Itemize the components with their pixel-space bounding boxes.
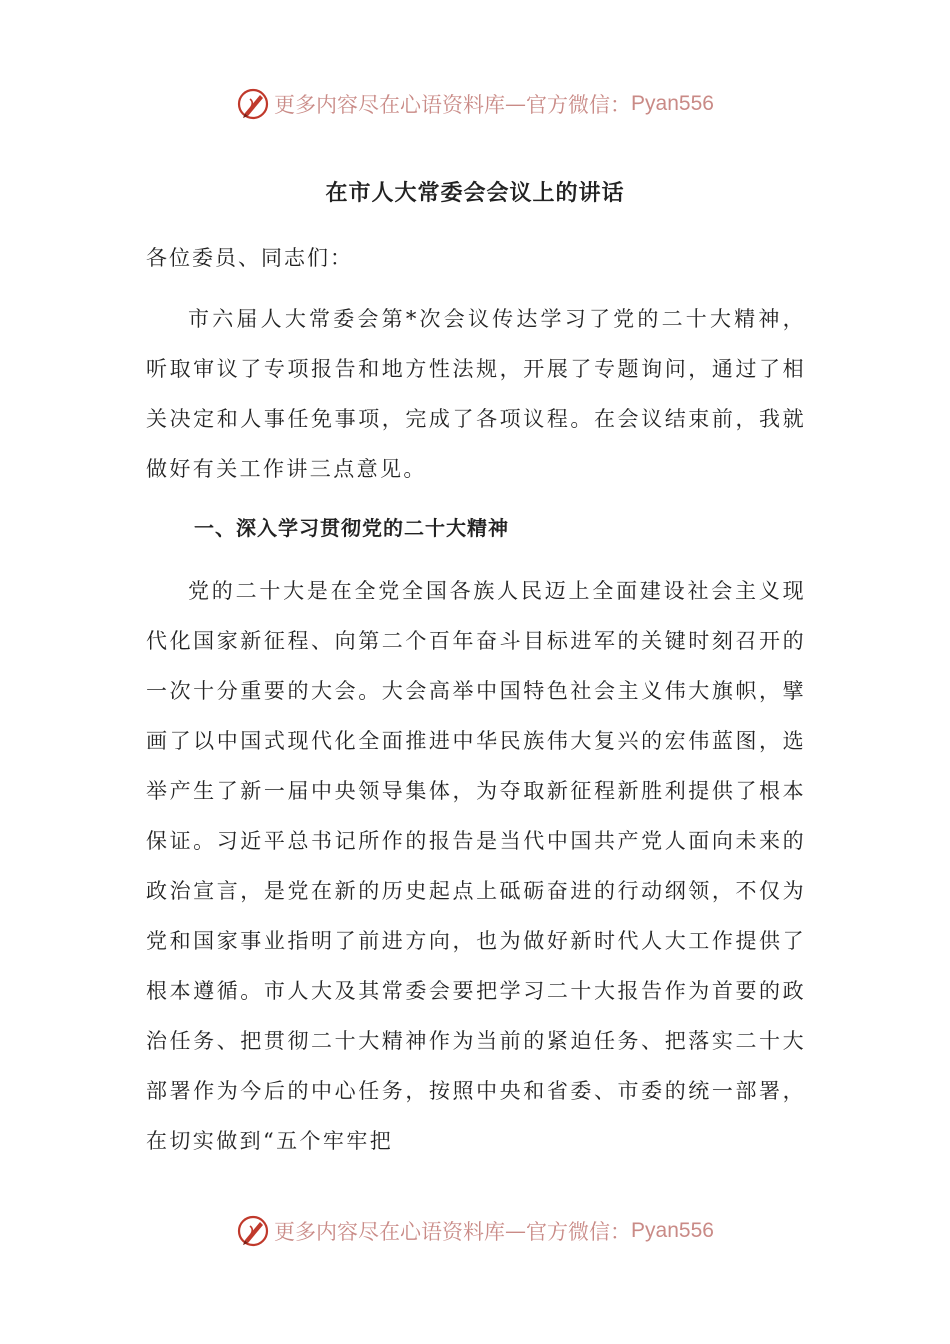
watermark-separator: — (505, 1219, 527, 1243)
paragraph-2 (146, 566, 806, 1166)
paragraph-1 (146, 294, 806, 494)
watermark-text: 更多内容尽在心语资料库 (274, 93, 506, 117)
document-title: 在市人大常委会会议上的讲话 (325, 181, 625, 206)
watermark-wechat-id: Pyan556 (631, 1219, 714, 1242)
salutation: 各位委员、同志们： (146, 246, 353, 270)
pen-logo-icon (236, 87, 270, 121)
watermark-separator: — (505, 92, 527, 116)
watermark-wechat-id: Pyan556 (631, 92, 714, 115)
watermark-label: 官方微信： (526, 1220, 632, 1244)
watermark-footer (0, 1211, 950, 1251)
pen-logo-icon (236, 1214, 270, 1248)
watermark-label: 官方微信： (526, 93, 632, 117)
watermark-text: 更多内容尽在心语资料库 (274, 1220, 506, 1244)
paragraph-1-text: 市六届人大常委会第*次会议传达学习了党的二十大精神，听取审议了专项报告和地方性法规，开展了专题询问，通过了相关决定和人事任免事项，完成了各项议程。在会议结束前，我就做好有关工作讲三点意见。 (146, 307, 806, 481)
paragraph-2-text: 党的二十大是在全党全国各族人民迈上全面建设社会主义现代化国家新征程、向第二个百年奋斗目标进军的关键时刻召开的一次十分重要的大会。大会高举中国特色社会主义伟大旗帜，擘画了以中国式现代化全面推进中华民族伟大复兴的宏伟蓝图，选举产生了新一届中央领导集体，为夺取新征程新胜利提供了根本保证。习近平总书记所作的报告是当代中国共产党人面向未来的政治宣言，是党在新的历史起点上砥砺奋进的行动纲领，不仅为党和国家事业指明了前进方向，也为做好新时代人大工作提供了根本遵循。市人大及其常委会要把学习二十大报告作为首要的政治任务、把贯彻二十大精神作为当前的紧迫任务、把落实二十大部署作为今后的中心任务，按照中央和省委、市委的统一部署，在切实做到“五个牢牢把 (146, 579, 806, 1153)
section-1-heading: 一、深入学习贯彻党的二十大精神 (194, 516, 509, 540)
watermark-header (0, 84, 950, 124)
